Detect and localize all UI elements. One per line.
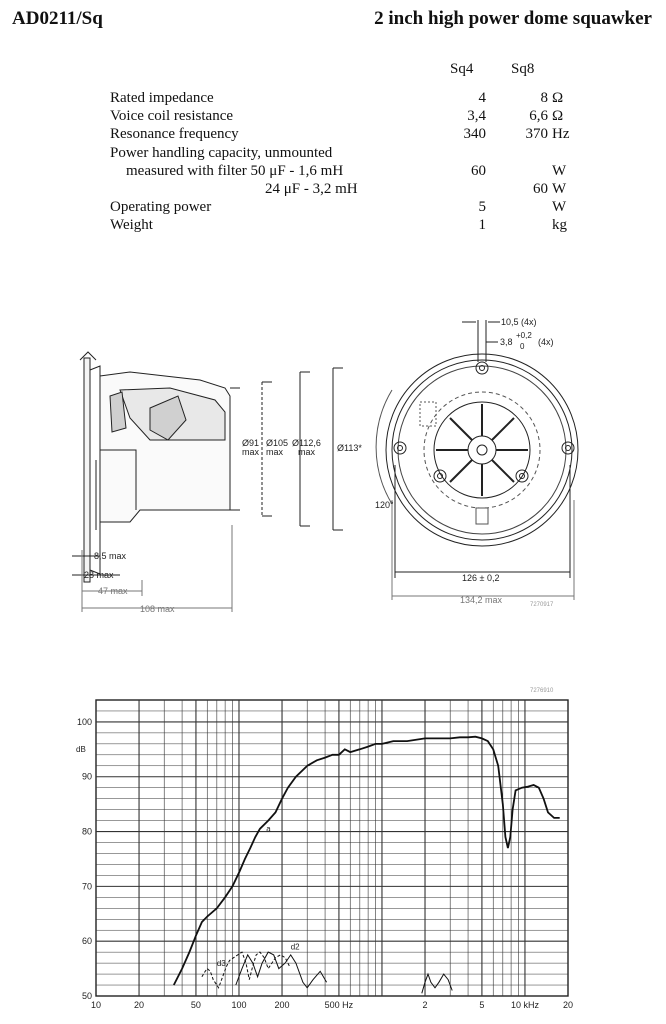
x-tick-label: 20 [134, 1000, 145, 1010]
x-tick-label: 100 [231, 1000, 247, 1010]
y-axis-tick-labels [77, 717, 92, 1001]
spec-value-sq4: 340 [463, 126, 486, 143]
spec-value-sq8: 60 [533, 181, 548, 197]
x-tick-label: 20 [562, 1000, 574, 1010]
chart-curves [174, 737, 560, 994]
series-d2-line [202, 952, 289, 988]
dim-max-1: max [242, 447, 260, 457]
dim-126: 126 ± 0,2 [462, 573, 500, 583]
y-axis-label: dB [76, 745, 86, 754]
dim-hole-count: (4x) [538, 337, 554, 347]
spec-value-sq4: 4 [478, 90, 486, 106]
spec-value-sq4: 3,4 [467, 108, 486, 125]
y-tick-label: 70 [81, 881, 92, 892]
spec-value-sq4: 5 [478, 199, 486, 216]
front-view [376, 320, 578, 600]
curve-label-d2: d2 [290, 942, 300, 952]
x-tick-label: 200 [274, 1000, 290, 1010]
dim-47-max: 47 max [98, 586, 128, 596]
spec-unit: kg [552, 217, 567, 234]
x-tick-label: 10 [90, 1000, 102, 1010]
chart-ref: 7276910 [530, 688, 554, 694]
dim-d113: Ø113* [337, 443, 362, 453]
spec-label: Voice coil resistance [110, 108, 234, 125]
dim-28-max: 28 max [84, 570, 114, 580]
dim-hole-tol-plus: +0,2 [516, 331, 532, 340]
spec-label: measured with filter 50 μF - 1,6 mH [126, 162, 344, 179]
spec-label: 24 μF - 3,2 mH [265, 181, 358, 197]
spec-unit: W [552, 199, 567, 216]
y-tick-label: 90 [81, 771, 92, 782]
series-a-line [174, 737, 560, 985]
dim-hole-tol-zero: 0 [520, 342, 525, 351]
spec-unit: W [552, 162, 567, 179]
spec-label: Weight [110, 217, 153, 234]
model-title: AD0211/Sq [12, 8, 103, 29]
x-axis-tick-labels [91, 1000, 573, 1010]
dim-d105: Ø105 [266, 438, 289, 448]
series-d3-line [236, 952, 327, 988]
curve-label-d3: d3 [216, 958, 226, 968]
spec-unit: W [552, 181, 567, 197]
y-tick-label: 60 [81, 936, 92, 947]
dim-angle: 120° [375, 500, 394, 510]
col-header-sq8: Sq8 [511, 61, 535, 77]
spec-label: Resonance frequency [110, 126, 239, 143]
series-d3-high-line [422, 974, 452, 993]
dim-134-2-max: 134,2 max [460, 595, 503, 605]
frequency-response-chart [0, 680, 666, 1020]
spec-label: Power handling capacity, unmounted [110, 144, 333, 161]
y-tick-label: 50 [81, 991, 92, 1001]
dim-max-2: max [266, 447, 284, 457]
dim-hole-diameter: 3,8 [500, 337, 513, 347]
spec-unit: Ω [552, 108, 564, 125]
chart-grid [96, 700, 568, 996]
x-tick-label: 2 [422, 1000, 428, 1010]
spec-value-sq4: 60 [471, 162, 486, 179]
spec-unit: Hz [552, 126, 570, 143]
x-tick-label: 500 Hz [324, 1000, 354, 1010]
mechanical-drawing [0, 300, 666, 620]
col-header-sq4: Sq4 [450, 61, 474, 77]
curve-label-a: a [266, 824, 271, 834]
drawing-ref: 7270917 [530, 602, 554, 608]
x-tick-label: 10 kHz [510, 1000, 539, 1010]
y-tick-label: 80 [81, 826, 92, 837]
front-view-labels [375, 317, 554, 608]
spec-value-sq8: 370 [525, 126, 548, 143]
dim-d91: Ø91 [242, 438, 260, 448]
dim-8-5-max: 8,5 max [94, 551, 127, 561]
x-tick-label: 50 [190, 1000, 201, 1010]
dim-108-max: 108 max [140, 604, 175, 614]
dim-max-3: max [298, 447, 316, 457]
product-description: 2 inch high power dome squawker [374, 8, 652, 29]
dim-hole-spacing: 10,5 (4x) [501, 317, 537, 327]
x-tick-label: 5 [479, 1000, 485, 1010]
plot-frame [96, 700, 568, 996]
y-tick-label: 100 [76, 716, 92, 727]
spec-label: Operating power [110, 199, 212, 216]
spec-unit: Ω [552, 90, 564, 106]
spec-label: Rated impedance [110, 90, 214, 106]
spec-value-sq4: 1 [478, 217, 486, 234]
spec-value-sq8: 6,6 [529, 108, 548, 125]
dim-d1126: Ø112,6 [292, 438, 321, 448]
spec-value-sq8: 8 [540, 90, 548, 106]
